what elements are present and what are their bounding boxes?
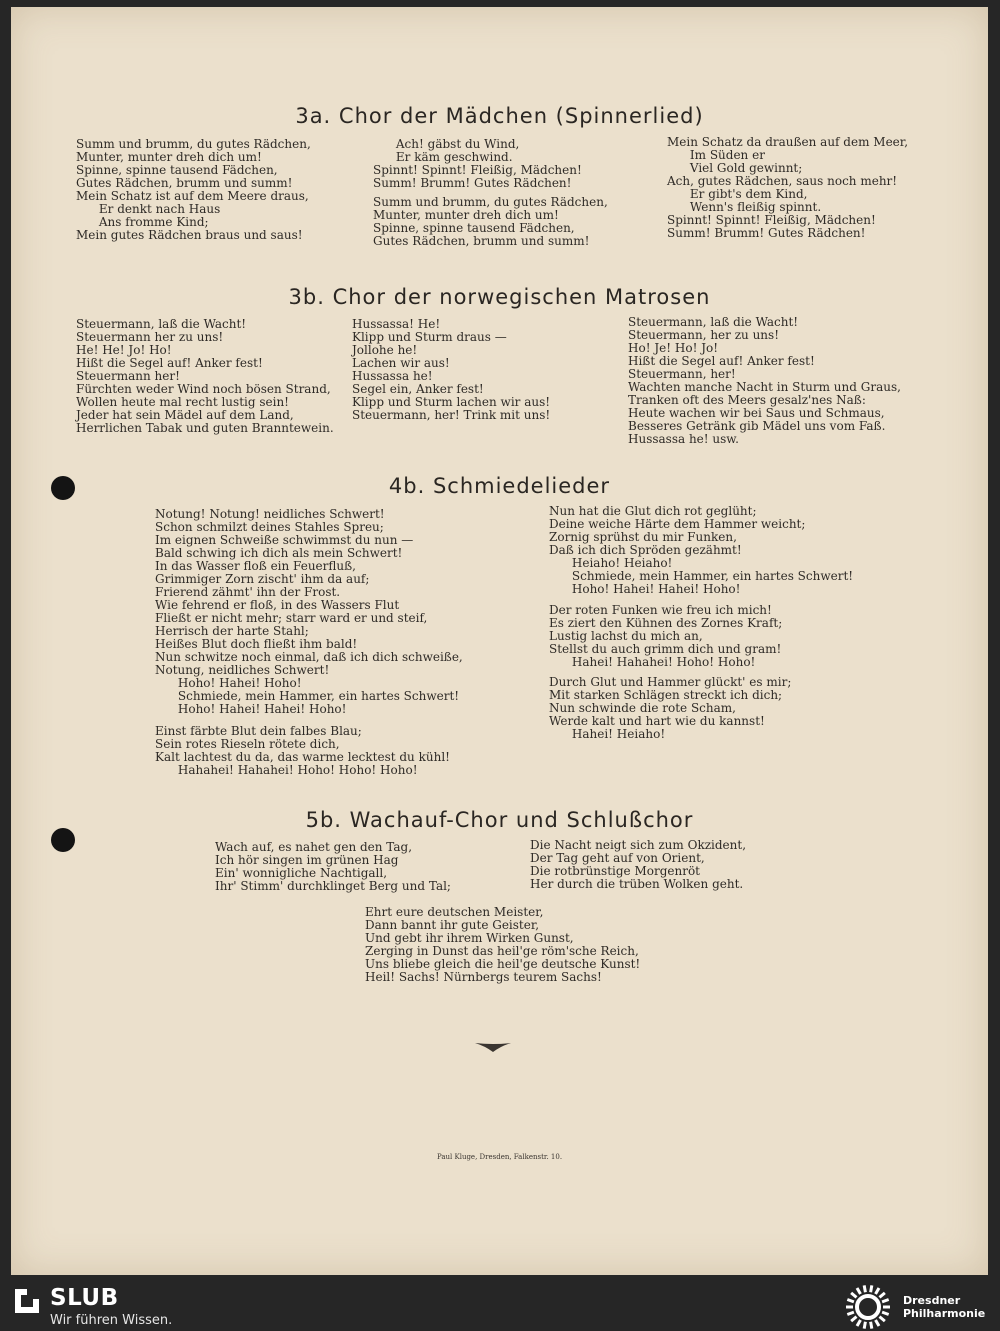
verse-3b-col1 (76, 318, 334, 435)
partner-name-line2: Philharmonie (903, 1307, 986, 1320)
section-title-5b: 5b. Wachauf-Chor und Schlußchor (305, 808, 694, 832)
verse-line: Wach auf, es nahet gen den Tag, (215, 840, 413, 854)
verse-line: Spinnt! Spinnt! Fleißig, Mädchen! (667, 213, 876, 227)
verse-line: Daß ich dich Spröden gezähmt! (549, 543, 742, 557)
verse-line: Fließt er nicht mehr; starr ward er und steif, (155, 611, 428, 625)
philharmonie-logo-icon (840, 1281, 896, 1329)
verse-line: Es ziert den Kühnen des Zornes Kraft; (549, 616, 783, 630)
verse-line: In das Wasser floß ein Feuerfluß, (155, 559, 356, 573)
verse-line: Hahei! Heiaho! (549, 727, 666, 741)
logo-ray (879, 1317, 884, 1321)
logo-ray (882, 1299, 889, 1301)
verse-line: Spinnt! Spinnt! Fleißig, Mädchen! (373, 163, 582, 177)
verse-line: Hussassa! He! (352, 317, 441, 331)
verse-5b-col2 (530, 839, 746, 891)
verse-line: Er denkt nach Haus (76, 202, 221, 216)
verse-line: Segel ein, Anker fest! (352, 382, 484, 396)
verse-line: Im eignen Schweiße schwimmst du nun — (155, 533, 414, 547)
verse-4b-col1b (155, 725, 450, 777)
section-title-3b: 3b. Chor der norwegischen Matrosen (288, 285, 711, 309)
verse-line: Uns bliebe gleich die heil'ge deutsche Kunst! (365, 957, 641, 971)
verse-line: Mit starken Schlägen streckt ich dich; (549, 688, 783, 702)
verse-line: Her durch die trüben Wolken geht. (530, 877, 744, 891)
verse-line: Hussassa he! (352, 369, 433, 383)
logo-ray (879, 1293, 884, 1297)
verse-line: Lustig lachst du mich an, (549, 629, 703, 643)
verse-line: Heute wachen wir bei Saus und Schmaus, (628, 406, 885, 420)
section-title-4b: 4b. Schmiedelieder (388, 474, 611, 498)
verse-line: Jollohe he! (352, 343, 418, 357)
verse-line: Klipp und Sturm lachen wir aus! (352, 395, 551, 409)
verse-line: Tranken oft des Meers gesalz'nes Naß: (628, 393, 866, 407)
logo-ray (871, 1322, 872, 1329)
verse-line: Mein Schatz ist auf dem Meere draus, (76, 189, 309, 203)
verse-line: Im Süden er (667, 148, 765, 162)
verse-line: Hißt die Segel auf! Anker fest! (76, 356, 263, 370)
verse-line: Hoho! Hahei! Hahei! Hoho! (549, 582, 741, 596)
verse-3a-col1 (76, 138, 311, 242)
verse-line: Herrlichen Tabak und guten Branntewein. (76, 421, 334, 435)
verse-line: Spinne, spinne tausend Fädchen, (76, 163, 278, 177)
logo-ray (857, 1320, 861, 1326)
verse-line: Ihr' Stimm' durchklinget Berg und Tal; (215, 879, 451, 893)
verse-line: Kalt lachtest du da, das warme lecktest du kühl! (155, 750, 450, 764)
verse-line: Mein gutes Rädchen braus und saus! (76, 228, 303, 242)
verse-5b-center (365, 906, 640, 984)
verse-line: Steuermann her! (76, 369, 180, 383)
ornament-icon (475, 1041, 511, 1053)
logo-ray (847, 1312, 854, 1314)
verse-line: Heiaho! Heiaho! (549, 556, 673, 570)
verse-line: Bald schwing ich dich als mein Schwert! (155, 546, 403, 560)
verse-line: Der roten Funken wie freu ich mich! (549, 603, 772, 617)
verse-line: Wachten manche Nacht in Sturm und Graus, (628, 380, 901, 394)
verse-line: Sein rotes Rieseln rötete dich, (155, 737, 340, 751)
verse-line: Lachen wir aus! (352, 356, 450, 370)
verse-4b-col1a (155, 508, 463, 716)
verse-line: Der Tag geht auf von Orient, (530, 851, 705, 865)
verse-line: Heil! Sachs! Nürnbergs teurem Sachs! (365, 970, 602, 984)
verse-line: Steuermann, her! (628, 367, 736, 381)
verse-line: Hoho! Hahei! Hahei! Hoho! (155, 702, 347, 716)
logo-ray (851, 1293, 856, 1297)
verse-line: Stellst du auch grimm dich und gram! (549, 642, 782, 656)
verse-line: Nun schwinde die rote Scham, (549, 701, 736, 715)
logo-ray (882, 1312, 889, 1314)
verse-3a-col3 (667, 136, 908, 240)
verse-line: Die rotbrünstige Morgenröt (530, 864, 700, 878)
verse-line: Ein' wonnigliche Nachtigall, (215, 866, 388, 880)
verse-4b-col2a (549, 505, 853, 596)
verse-line: Gutes Rädchen, brumm und summ! (76, 176, 293, 190)
verse-line: Wollen heute mal recht lustig sein! (76, 395, 289, 409)
verse-line: He! He! Jo! Ho! (76, 343, 172, 357)
verse-line: Notung, neidliches Schwert! (155, 663, 330, 677)
verse-line: Deine weiche Härte dem Hammer weicht; (549, 517, 806, 531)
verse-4b-col2c (549, 676, 791, 741)
verse-line: Spinne, spinne tausend Fädchen, (373, 221, 575, 235)
verse-3a-col2a (373, 138, 582, 190)
logo-ray (864, 1322, 865, 1329)
logo-ray (871, 1285, 872, 1292)
verse-line: Nun hat die Glut dich rot geglüht; (549, 504, 757, 518)
verse-line: Fürchten weder Wind noch bösen Strand, (76, 382, 331, 396)
verse-line: Hißt die Segel auf! Anker fest! (628, 354, 815, 368)
verse-line: Steuermann, her! Trink mit uns! (352, 408, 551, 422)
verse-line: Summ und brumm, du gutes Rädchen, (373, 195, 608, 209)
printer-imprint: Paul Kluge, Dresden, Falkenstr. 10. (436, 1153, 563, 1161)
verse-line: Steuermann her zu uns! (76, 330, 224, 344)
logo-ray (876, 1320, 880, 1326)
logo-ray (864, 1285, 865, 1292)
verse-line: Heißes Blut doch fließt ihm bald! (155, 637, 358, 651)
verse-line: Schmiede, mein Hammer, ein hartes Schwert! (549, 569, 854, 583)
verse-line: Ans fromme Kind; (76, 215, 209, 229)
verse-line: Mein Schatz da draußen auf dem Meer, (667, 135, 909, 149)
verse-line: Ehrt eure deutschen Meister, (365, 905, 544, 919)
verse-line: Die Nacht neigt sich zum Okzident, (530, 838, 747, 852)
verse-line: Hussassa he! usw. (628, 432, 739, 446)
verse-line: Ach! gäbst du Wind, (373, 137, 520, 151)
verse-line: Notung! Notung! neidliches Schwert! (155, 507, 385, 521)
verse-line: Wenn's fleißig spinnt. (667, 200, 822, 214)
verse-line: Einst färbte Blut dein falbes Blau; (155, 724, 362, 738)
section-title-3a: 3a. Chor der Mädchen (Spinnerlied) (295, 104, 704, 128)
verse-line: Schmiede, mein Hammer, ein hartes Schwert! (155, 689, 460, 703)
library-tagline: Wir führen Wissen. (50, 1313, 173, 1328)
verse-line: Schon schmilzt deines Stahles Spreu; (155, 520, 384, 534)
verse-4b-col2b (549, 604, 782, 669)
logo-ray (851, 1317, 856, 1321)
verse-line: Und gebt ihr ihrem Wirken Gunst, (365, 931, 574, 945)
verse-line: Herrisch der harte Stahl; (155, 624, 309, 638)
verse-line: Wie fehrend er floß, in des Wassers Flut (155, 598, 400, 612)
slub-logo-icon (13, 1287, 41, 1315)
verse-line: Hahei! Hahahei! Hoho! Hoho! (549, 655, 756, 669)
verse-line: Nun schwitze noch einmal, daß ich dich schweiße, (155, 650, 463, 664)
verse-line: Hoho! Hahei! Hoho! (155, 676, 302, 690)
logo-ray (847, 1299, 854, 1301)
verse-line: Steuermann, her zu uns! (628, 328, 780, 342)
verse-line: Summ! Brumm! Gutes Rädchen! (373, 176, 572, 190)
partner-name (903, 1294, 985, 1320)
library-name: SLUB (50, 1285, 119, 1311)
verse-line: Ich hör singen im grünen Hag (215, 853, 399, 867)
verse-line: Viel Gold gewinnt; (667, 161, 803, 175)
verse-5b-col1 (215, 841, 451, 893)
verse-line: Frierend zähmt' ihn der Frost. (155, 585, 341, 599)
verse-line: Steuermann, laß die Wacht! (628, 315, 799, 329)
verse-line: Er käm geschwind. (373, 150, 513, 164)
verse-line: Munter, munter dreh dich um! (76, 150, 262, 164)
partner-name-line1: Dresdner (903, 1294, 961, 1307)
verse-line: Grimmiger Zorn zischt' ihm da auf; (155, 572, 370, 586)
program-sheet (11, 7, 988, 1275)
verse-line: Zornig sprühst du mir Funken, (549, 530, 737, 544)
verse-line: Steuermann, laß die Wacht! (76, 317, 247, 331)
verse-3b-col3 (628, 316, 901, 446)
verse-line: Summ und brumm, du gutes Rädchen, (76, 137, 311, 151)
verse-line: Werde kalt und hart wie du kannst! (549, 714, 765, 728)
logo-ray (876, 1288, 880, 1294)
logo-ray (857, 1288, 861, 1294)
verse-line: Hahahei! Hahahei! Hoho! Hoho! Hoho! (155, 763, 418, 777)
verse-line: Besseres Getränk gib Mädel uns vom Faß. (628, 419, 886, 433)
verse-line: Durch Glut und Hammer glückt' es mir; (549, 675, 792, 689)
verse-line: Summ! Brumm! Gutes Rädchen! (667, 226, 866, 240)
verse-line: Munter, munter dreh dich um! (373, 208, 559, 222)
verse-line: Dann bannt ihr gute Geister, (365, 918, 540, 932)
verse-line: Gutes Rädchen, brumm und summ! (373, 234, 590, 248)
verse-line: Ho! Je! Ho! Jo! (628, 341, 719, 355)
verse-line: Ach, gutes Rädchen, saus noch mehr! (667, 174, 898, 188)
verse-3a-col2b (373, 196, 608, 248)
verse-line: Er gibt's dem Kind, (667, 187, 808, 201)
verse-3b-col2 (352, 318, 550, 422)
verse-line: Klipp und Sturm draus — (352, 330, 507, 344)
verse-line: Zerging in Dunst das heil'ge röm'sche Reich, (365, 944, 639, 958)
verse-line: Jeder hat sein Mädel auf dem Land, (76, 408, 294, 422)
